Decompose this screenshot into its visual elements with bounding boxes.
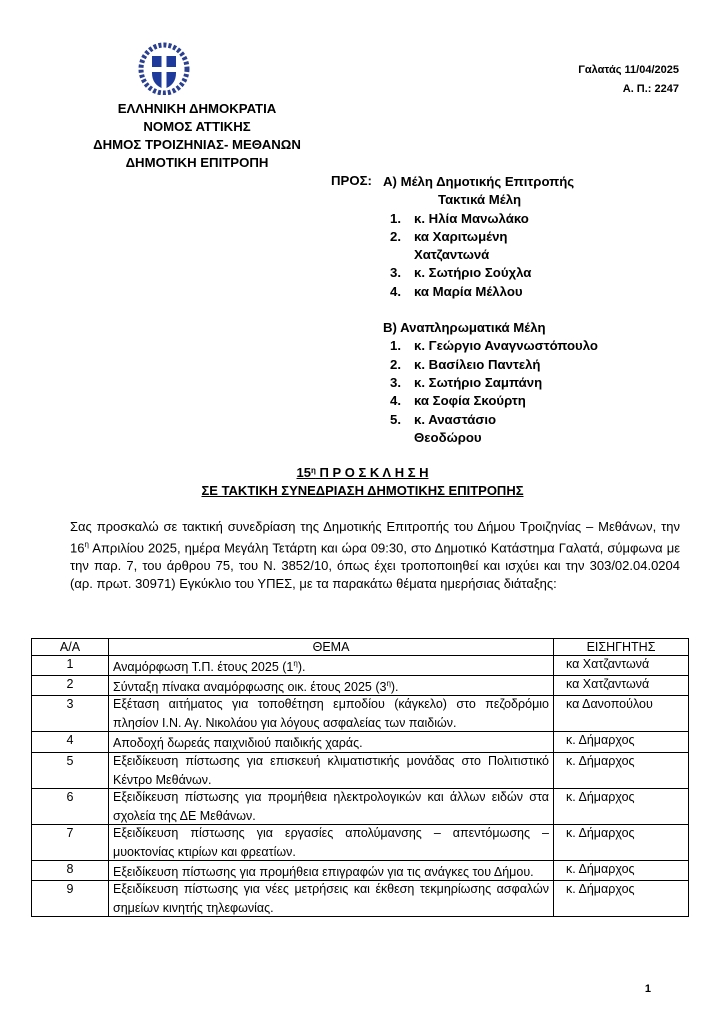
agenda-rapporteur: κα Χατζαντωνά: [554, 676, 689, 696]
authority-line: ΔΗΜΟΤΙΚΗ ΕΠΙΤΡΟΠΗ: [125, 155, 269, 170]
invitation-number: 15: [296, 465, 311, 480]
member-item: [383, 356, 654, 374]
group-a-title: Α) Μέλη Δημοτικής Επιτροπής: [383, 174, 575, 189]
invitation-heading: [297, 465, 429, 480]
agenda-rapporteur: κ. Δήμαρχος: [554, 732, 689, 752]
authority-block: [82, 100, 312, 172]
agenda-subject-text: Σύνταξη πίνακα αναμόρφωσης οικ. έτους 2025 (3: [113, 680, 387, 695]
agenda-rapporteur: κα Χατζαντωνά: [554, 656, 689, 676]
agenda-row: [32, 824, 689, 860]
agenda-subject-text: Εξειδίκευση πίστωσης για νέες μετρήσεις και έκθεση τεκμηρίωσης ασφαλών σημείων κινητής τηλεφωνίας.: [113, 882, 549, 916]
member-name: κα Μαρία Μέλλου: [414, 283, 523, 299]
member-name: κ. Βασίλειο Παντελή: [414, 356, 541, 372]
invitation-word: Π Ρ Ο Σ Κ Λ Η Σ Η: [315, 465, 429, 480]
member-item: [383, 337, 654, 355]
member-name: κ. Αναστάσιο Θεοδώρου: [414, 411, 497, 445]
agenda-subject-text: Αποδοχή δωρεάς παιχνιδιού παιδικής χαράς.: [113, 736, 363, 751]
invitation-number-suffix: η: [310, 466, 316, 475]
agenda-rapporteur: κ. Δήμαρχος: [554, 824, 689, 860]
member-number: 2.: [390, 228, 401, 244]
agenda-subject: [109, 696, 554, 732]
agenda-number: 8: [32, 861, 109, 881]
agenda-number: 5: [32, 752, 109, 788]
agenda-subject-text: Εξέταση αιτήματος για τοποθέτηση εμποδίου (κάγκελο) στο πεζοδρόμιο πλησίον Ι.Ν. Αγ. Νικολάου για λόγους ασφαλείας των παιδιών.: [113, 697, 549, 731]
agenda-subject-end: ).: [297, 660, 306, 675]
agenda-subject-sup: η: [386, 679, 391, 689]
member-name: κ. Σωτήριο Σαμπάνη: [414, 374, 543, 390]
member-name: κ. Γεώργιο Αναγνωστόπουλο: [414, 338, 598, 354]
agenda-number: 7: [32, 824, 109, 860]
agenda-subject: [109, 732, 554, 752]
agenda-subject: [109, 788, 554, 824]
agenda-subject-sup: η: [293, 659, 298, 668]
member-number: 4.: [390, 283, 401, 299]
agenda-subject: [109, 656, 554, 676]
intro-text-2: Απριλίου 2025, ημέρα Μεγάλη Τετάρτη και ώρα 09:30, στο Δημοτικό Κατάστημα Γαλατά, σύμφωνα με την παρ. 7, του άρθρου 75, του Ν. 3852/10, όπως έχει τροποποιηθεί και ισχύει και την 303/02.04.0204 (αρ. πρωτ. 30971) Εγκύκλιο του ΥΠΕΣ, με τα παρακάτω θέματα ημερήσιας διάταξης:: [70, 540, 680, 592]
page-number: 1: [644, 983, 651, 995]
agenda-row: [32, 752, 689, 788]
agenda-rapporteur: κ. Δήμαρχος: [554, 752, 689, 788]
agenda-subject: [109, 881, 554, 917]
agenda-rapporteur: κ. Δήμαρχος: [554, 861, 689, 881]
agenda-row: [32, 788, 689, 824]
member-number: 3.: [390, 374, 401, 390]
recipients-list: [383, 173, 654, 447]
intro-text-1: Σας προσκαλώ σε τακτική συνεδρίαση της Δημοτικής Επιτροπής του Δήμου Τροιζηνίας – Μεθάνων, την 16: [70, 519, 680, 556]
agenda-subject-text: Εξειδίκευση πίστωσης για προμήθεια ηλεκτρολογικών και άλλων ειδών στα σχολεία της ΔΕ Μεθάνων.: [113, 789, 549, 823]
agenda-table: [31, 638, 689, 917]
member-item: [383, 283, 654, 301]
agenda-rapporteur: κ. Δήμαρχος: [554, 788, 689, 824]
col-header-rapporteur: ΕΙΣΗΓΗΤΗΣ: [554, 639, 689, 656]
agenda-row: [32, 732, 689, 752]
intro-paragraph: [70, 518, 680, 593]
agenda-rapporteur: κα Δανοπούλου: [554, 696, 689, 732]
agenda-subject-end: ).: [390, 680, 399, 695]
member-number: 4.: [390, 393, 401, 409]
invitation-subtitle: ΣΕ ΤΑΚΤΙΚΗ ΣΥΝΕΔΡΙΑΣΗ ΔΗΜΟΤΙΚΗΣ ΕΠΙΤΡΟΠΗΣ: [201, 483, 524, 498]
member-item: [383, 411, 654, 448]
col-header-aa: Α/Α: [32, 639, 109, 656]
member-item: [383, 264, 654, 282]
agenda-subject: [109, 676, 554, 696]
agenda-row: [32, 861, 689, 881]
document-header-right: [578, 61, 679, 99]
col-header-subject: ΘΕΜΑ: [109, 639, 554, 656]
member-number: 1.: [390, 210, 401, 226]
agenda-number: 2: [32, 676, 109, 696]
agenda-rapporteur: κ. Δήμαρχος: [554, 881, 689, 917]
agenda-row: [32, 656, 689, 676]
group-a-subtitle: Τακτικά Μέλη: [438, 192, 522, 208]
agenda-subject-text: Εξειδίκευση πίστωσης για επισκευή κλιματιστικής μονάδας στο Πολιτιστικό Κέντρο Μεθάνων.: [113, 753, 549, 787]
authority-line: ΔΗΜΟΣ ΤΡΟΙΖΗΝΙΑΣ- ΜΕΘΑΝΩΝ: [93, 137, 301, 152]
agenda-number: 3: [32, 696, 109, 732]
greek-coat-of-arms-icon: [137, 41, 191, 95]
member-number: 1.: [390, 338, 401, 354]
agenda-row: [32, 881, 689, 917]
intro-sup: η: [84, 540, 89, 549]
authority-line: ΕΛΛΗΝΙΚΗ ΔΗΜΟΚΡΑΤΙΑ: [117, 101, 277, 116]
agenda-number: 9: [32, 881, 109, 917]
agenda-subject: [109, 752, 554, 788]
agenda-subject: [109, 861, 554, 881]
member-name: κ. Ηλία Μανωλάκο: [414, 210, 529, 226]
member-item: [383, 210, 654, 228]
recipients-label: ΠΡΟΣ:: [331, 173, 372, 188]
member-item: [383, 374, 654, 392]
agenda-subject: [109, 824, 554, 860]
member-name: κα Σοφία Σκούρτη: [414, 393, 526, 409]
agenda-subject-text: Αναμόρφωση Τ.Π. έτους 2025 (1: [113, 660, 294, 675]
member-number: 3.: [390, 265, 401, 281]
member-item: [383, 392, 654, 410]
agenda-header-row: [32, 639, 689, 656]
agenda-number: 6: [32, 788, 109, 824]
member-number: 5.: [390, 411, 401, 427]
agenda-number: 1: [32, 656, 109, 676]
group-b-title: Β) Αναπληρωματικά Μέλη: [383, 320, 546, 336]
authority-line: ΝΟΜΟΣ ΑΤΤΙΚΗΣ: [143, 119, 251, 134]
agenda-row: [32, 696, 689, 732]
agenda-subject-text: Εξειδίκευση πίστωσης για εργασίες απολύμανσης – απεντόμωσης – μυοκτονίας κτιρίων και φρεατίων.: [113, 825, 549, 860]
member-name: κ. Σωτήριο Σούχλα: [414, 265, 532, 281]
invitation-title: [0, 464, 725, 500]
member-number: 2.: [390, 356, 401, 372]
member-name: κα Χαριτωμένη Χατζαντωνά: [414, 228, 508, 263]
agenda-row: [32, 676, 689, 696]
member-item: [383, 228, 654, 265]
agenda-subject-text: Εξειδίκευση πίστωσης για προμήθεια επιγραφών για τις ανάγκες του Δήμου.: [113, 865, 534, 880]
agenda-number: 4: [32, 732, 109, 752]
protocol-number: Α. Π.: 2247: [622, 83, 679, 95]
date-line: Γαλατάς 11/04/2025: [578, 64, 679, 76]
